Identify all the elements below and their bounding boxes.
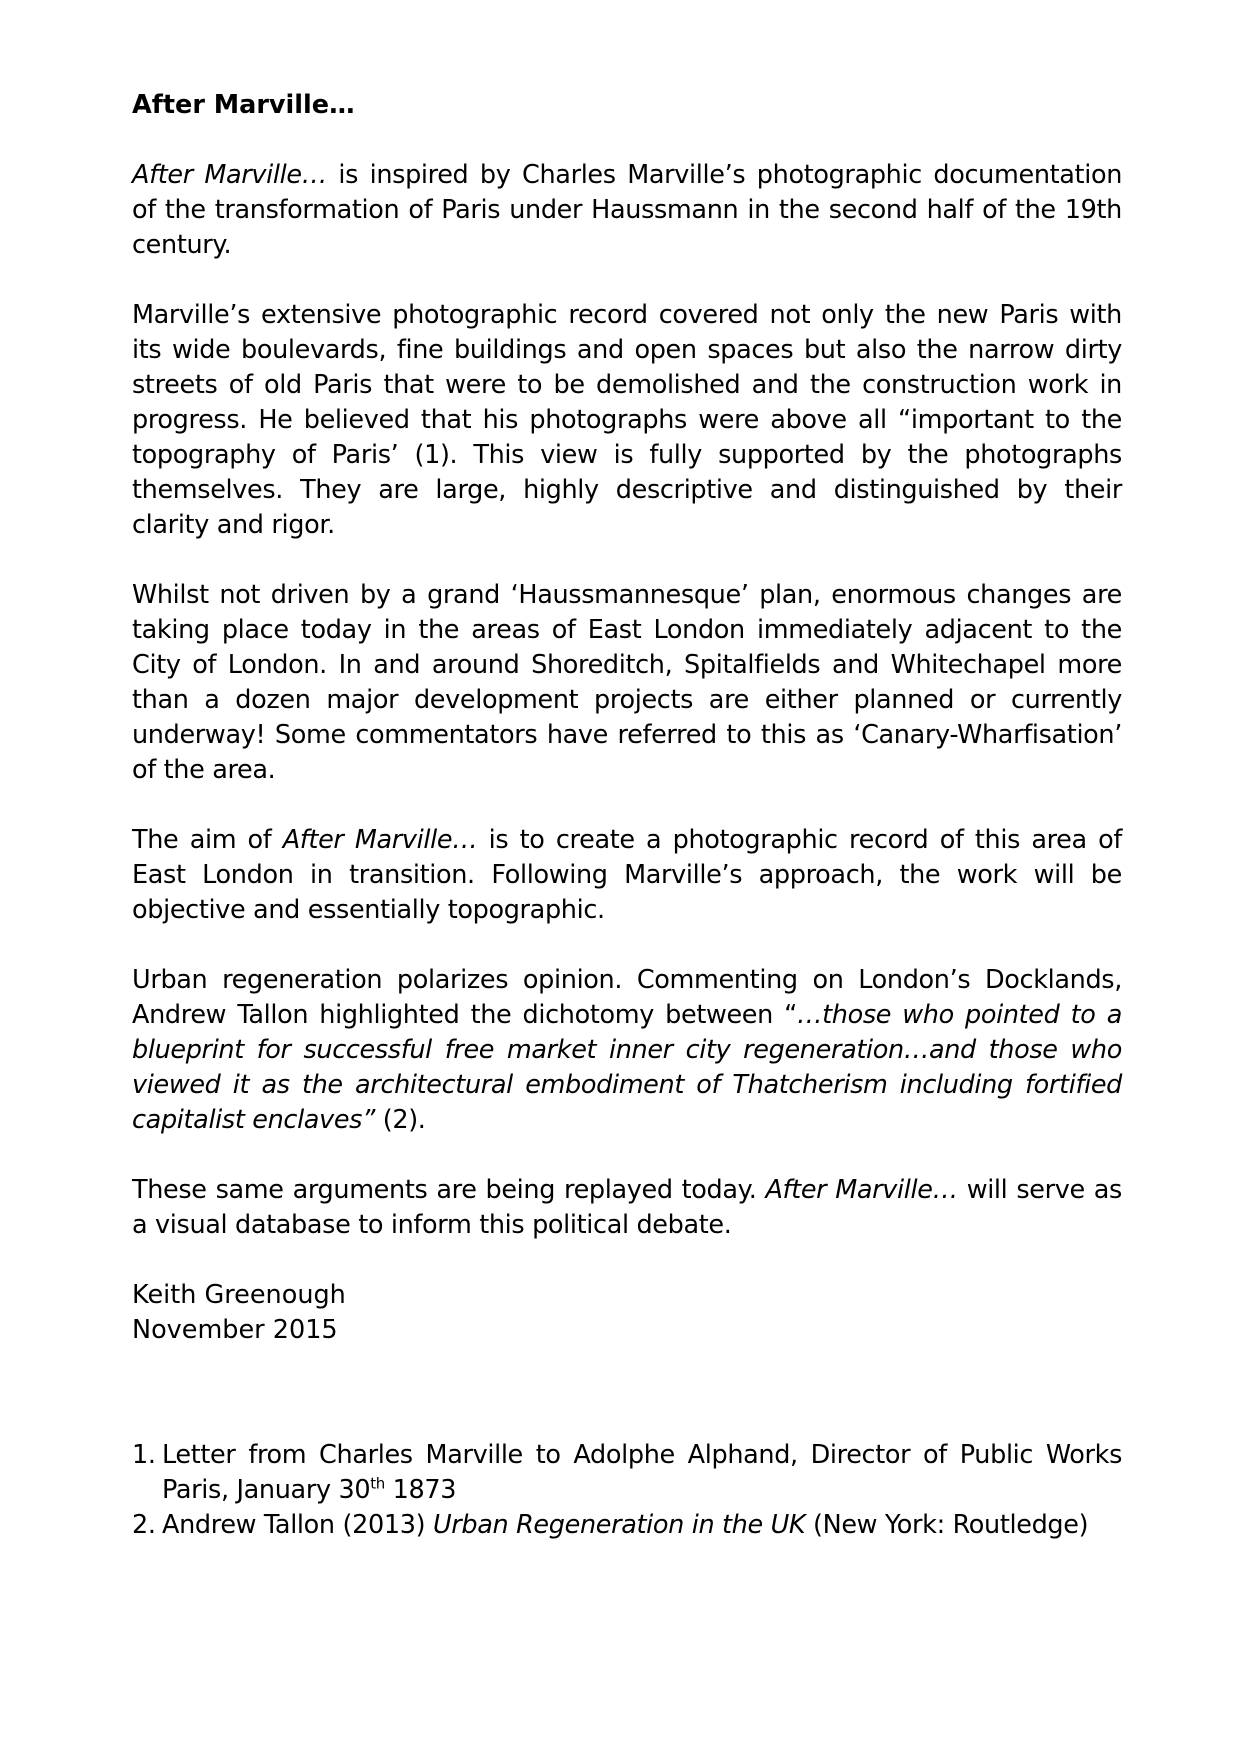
footnote-item: 2. Andrew Tallon (2013) Urban Regeneration in the UK (New York: Routledge)	[132, 1508, 1122, 1543]
italic-title: After Marville…	[282, 825, 478, 855]
quotation: …those who pointed to a blueprint for successful free market inner city regeneration…and those who viewed it as the architectural embodiment of Thatcherism including fortified capitalist enclaves”	[132, 1000, 1122, 1135]
footnotes-list	[132, 1438, 1122, 1543]
footnote-item: 1. Letter from Charles Marville to Adolphe Alphand, Director of Public Works Paris, January 30th 1873	[132, 1440, 1122, 1505]
document-title: After Marville…	[132, 90, 355, 120]
paragraph-intro: After Marville… is inspired by Charles Marville’s photographic documentation of the transformation of Paris under Haussmann in the second half of the 19th century.	[132, 160, 1123, 260]
italic-title: After Marville…	[132, 160, 327, 190]
paragraph-conclusion: These same arguments are being replayed today. After Marville… will serve as a visual database to inform this political debate.	[132, 1175, 1122, 1240]
footnote-number: 2.	[132, 1510, 156, 1540]
italic-title: After Marville…	[765, 1175, 958, 1205]
signature-block	[132, 1278, 1122, 1348]
book-title: Urban Regeneration in the UK	[432, 1510, 806, 1540]
paragraph-marville-record: Marville’s extensive photographic record covered not only the new Paris with its wide boulevards, fine buildings and open spaces but also the narrow dirty streets of old Paris that were to be demolished and the construction work in progress. He believed that his photographs were above all “important to the topography of Paris’ (1). This view is fully supported by the photographs themselves. They are large, highly descriptive and distinguished by their clarity and rigor.	[132, 300, 1122, 540]
signature-date: November 2015	[132, 1315, 338, 1345]
paragraph-regeneration-debate: Urban regeneration polarizes opinion. Commenting on London’s Docklands, Andrew Tallon highlighted the dichotomy between “…those who pointed to a blueprint for successful free market inner city regeneration…and those who viewed it as the architectural embodiment of Thatcherism including fortified capitalist enclaves” (2).	[132, 965, 1122, 1135]
paragraph-aim: The aim of After Marville… is to create a photographic record of this area of East London in transition. Following Marville’s approach, the work will be objective and essentially topographic.	[132, 825, 1122, 925]
document-page	[132, 88, 1122, 1543]
author-name: Keith Greenough	[132, 1280, 346, 1310]
paragraph-east-london-changes: Whilst not driven by a grand ‘Haussmannesque’ plan, enormous changes are taking place today in the areas of East London immediately adjacent to the City of London. In and around Shoreditch, Spitalfields and Whitechapel more than a dozen major development projects are either planned or currently underway! Some commentators have referred to this as ‘Canary-Wharfisation’ of the area.	[132, 580, 1122, 785]
footnote-number: 1.	[132, 1440, 156, 1470]
